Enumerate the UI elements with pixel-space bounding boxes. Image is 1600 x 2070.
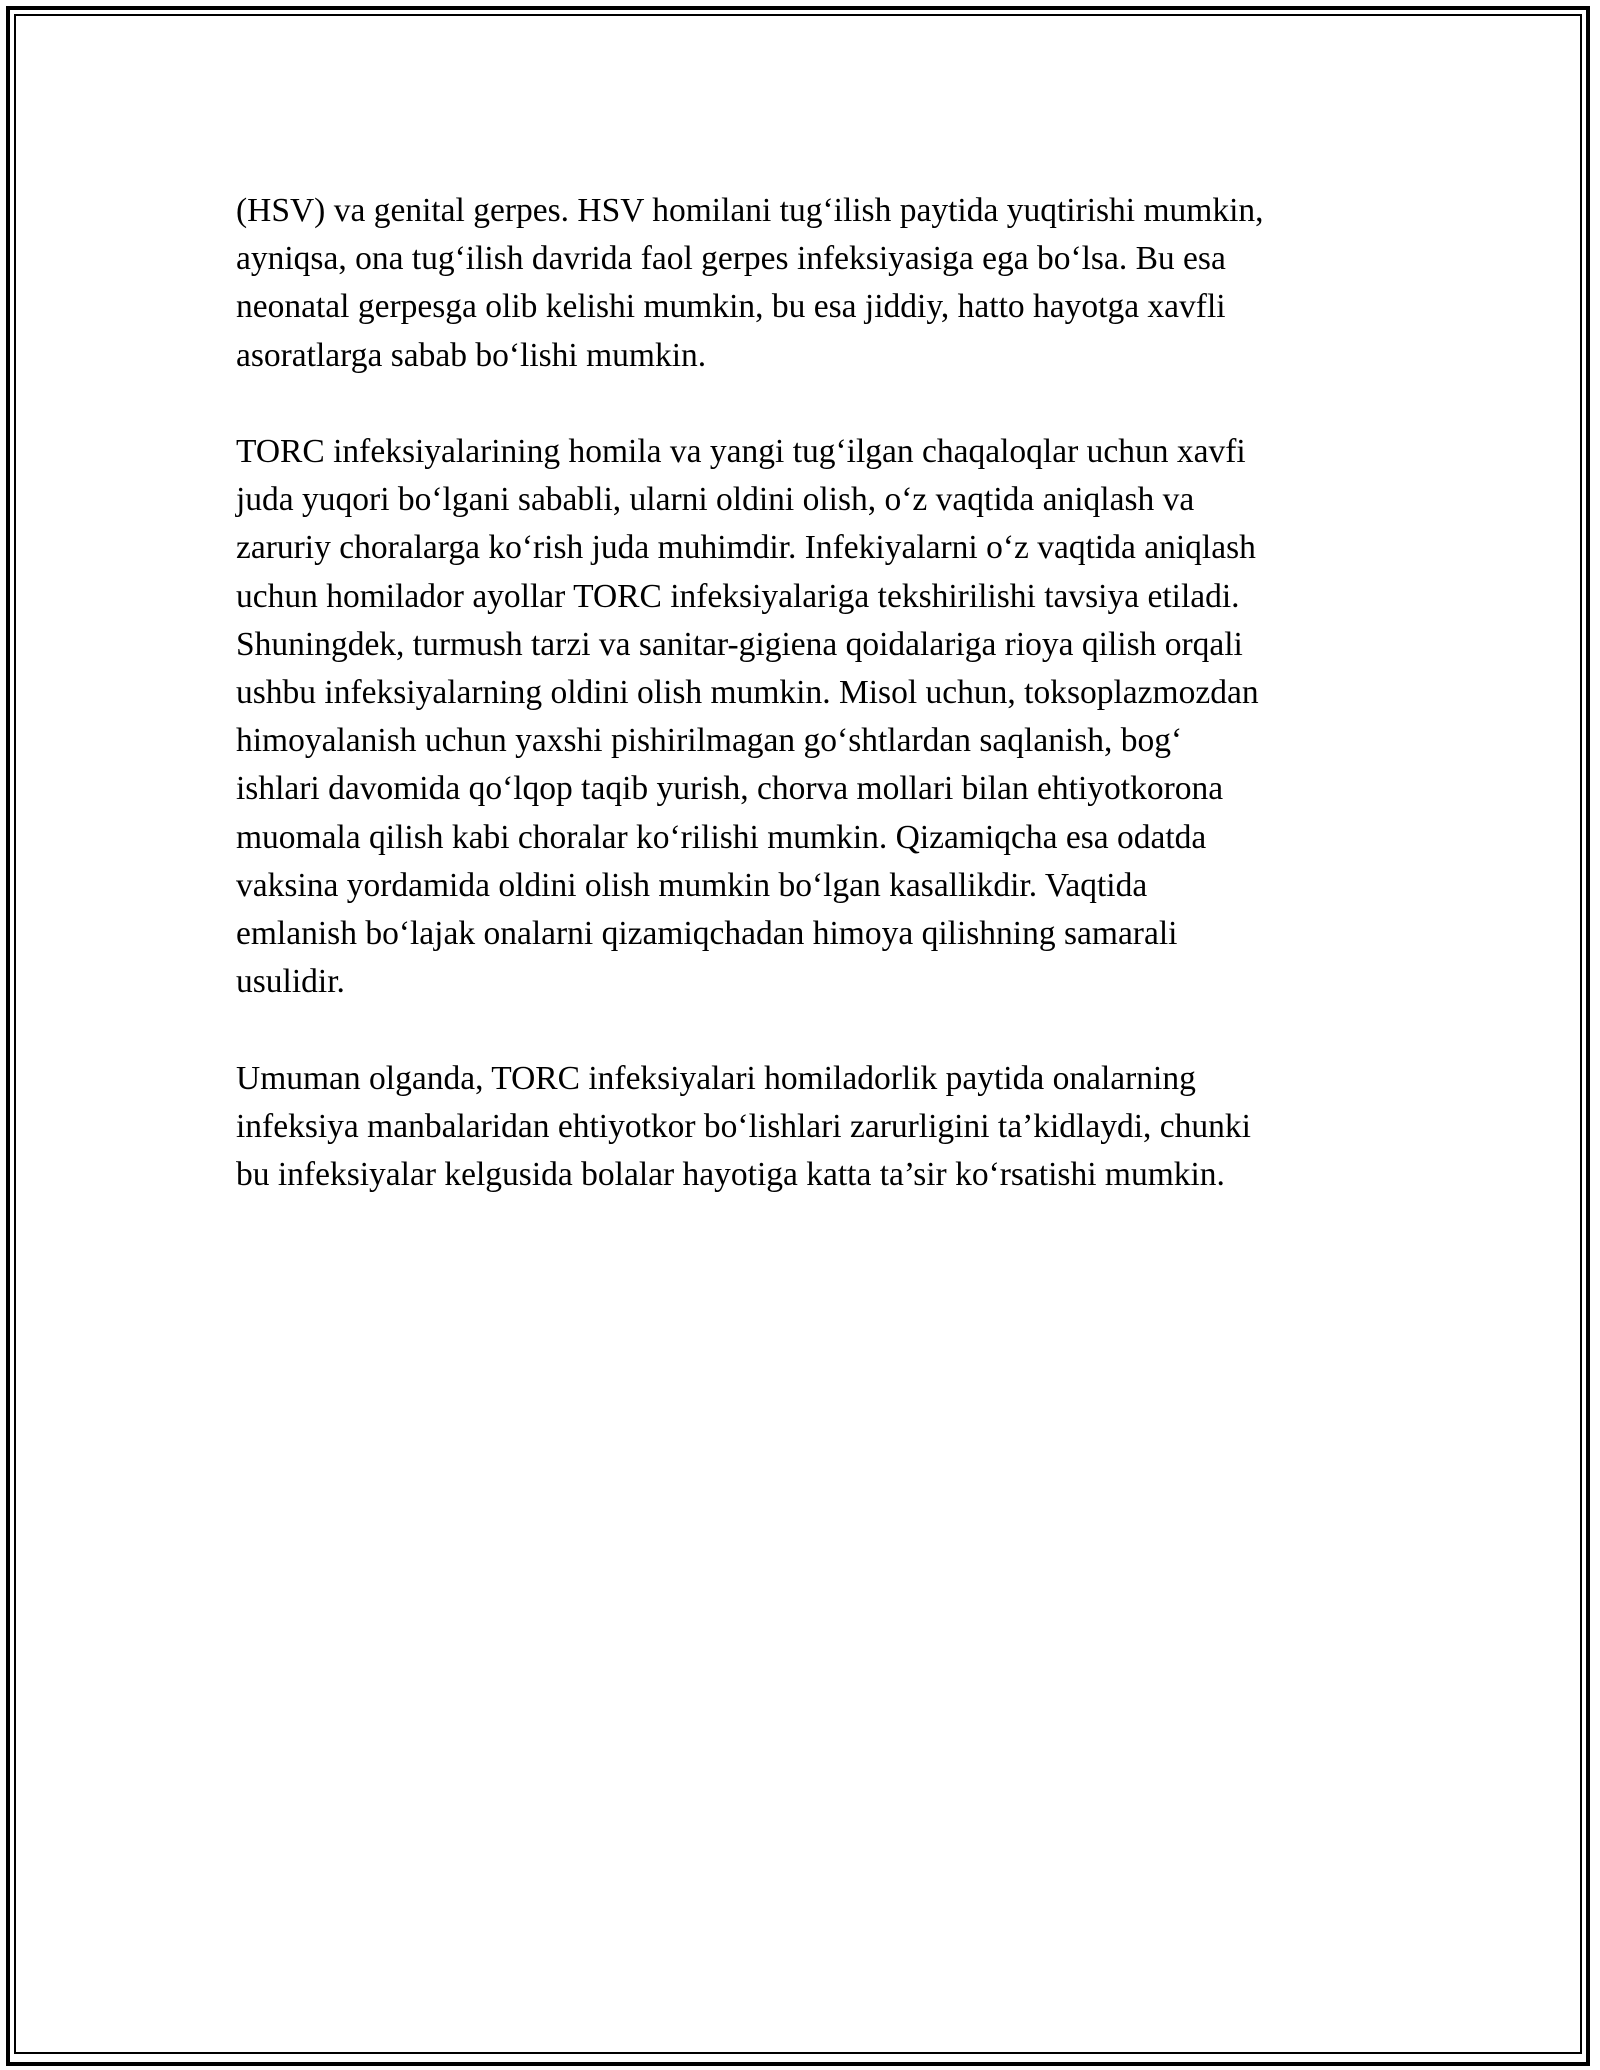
document-body — [236, 187, 1376, 1247]
paragraph-hsv: (HSV) va genital gerpes. HSV homilani tug‘ilish paytida yuqtirishi mumkin, ayniqsa, ona tug‘ilish davrida faol gerpes infeksiyasiga ega bo‘lsa. Bu esa neonatal gerpesga olib kelishi mumkin, bu esa jiddiy, hatto hayotga xavfli asoratlarga sabab bo‘lishi mumkin. — [236, 192, 1264, 374]
paragraph-conclusion: Umuman olganda, TORC infeksiyalari homiladorlik paytida onalarning infeksiya manbalaridan ehtiyotkor bo‘lishlari zarurligini ta’kidlaydi, chunki bu infeksiyalar kelgusida bolalar hayotiga katta ta’sir ko‘rsatishi mumkin. — [236, 1059, 1251, 1194]
paragraph-torc-prevention: TORC infeksiyalarining homila va yangi tug‘ilgan chaqaloqlar uchun xavfi juda yuqori bo‘lgani sababli, ularni oldini olish, o‘z vaqtida aniqlash va zaruriy choralarga ko‘rish juda muhimdir. Infekiyalarni o‘z vaqtida aniqlash uchun homilador ayollar TORC infeksiyalariga tekshirilishi tavsiya etiladi. Shuningdek, turmush tarzi va sanitar-gigiena qoidalariga rioya qilish orqali ushbu infeksiyalarning oldini olish mumkin. Misol uchun, toksoplazmozdan himoyalanish uchun yaxshi pishirilmagan go‘shtlardan saqlanish, bog‘ ishlari davomida qo‘lqop taqib yurish, chorva mollari bilan ehtiyotkorona muomala qilish kabi choralar ko‘rilishi mumkin. Qizamiqcha esa odatda vaksina yordamida oldini olish mumkin bo‘lgan kasallikdir. Vaqtida emlanish bo‘lajak onalarni qizamiqchadan himoya qilishning samarali usulidir. — [236, 433, 1259, 1001]
